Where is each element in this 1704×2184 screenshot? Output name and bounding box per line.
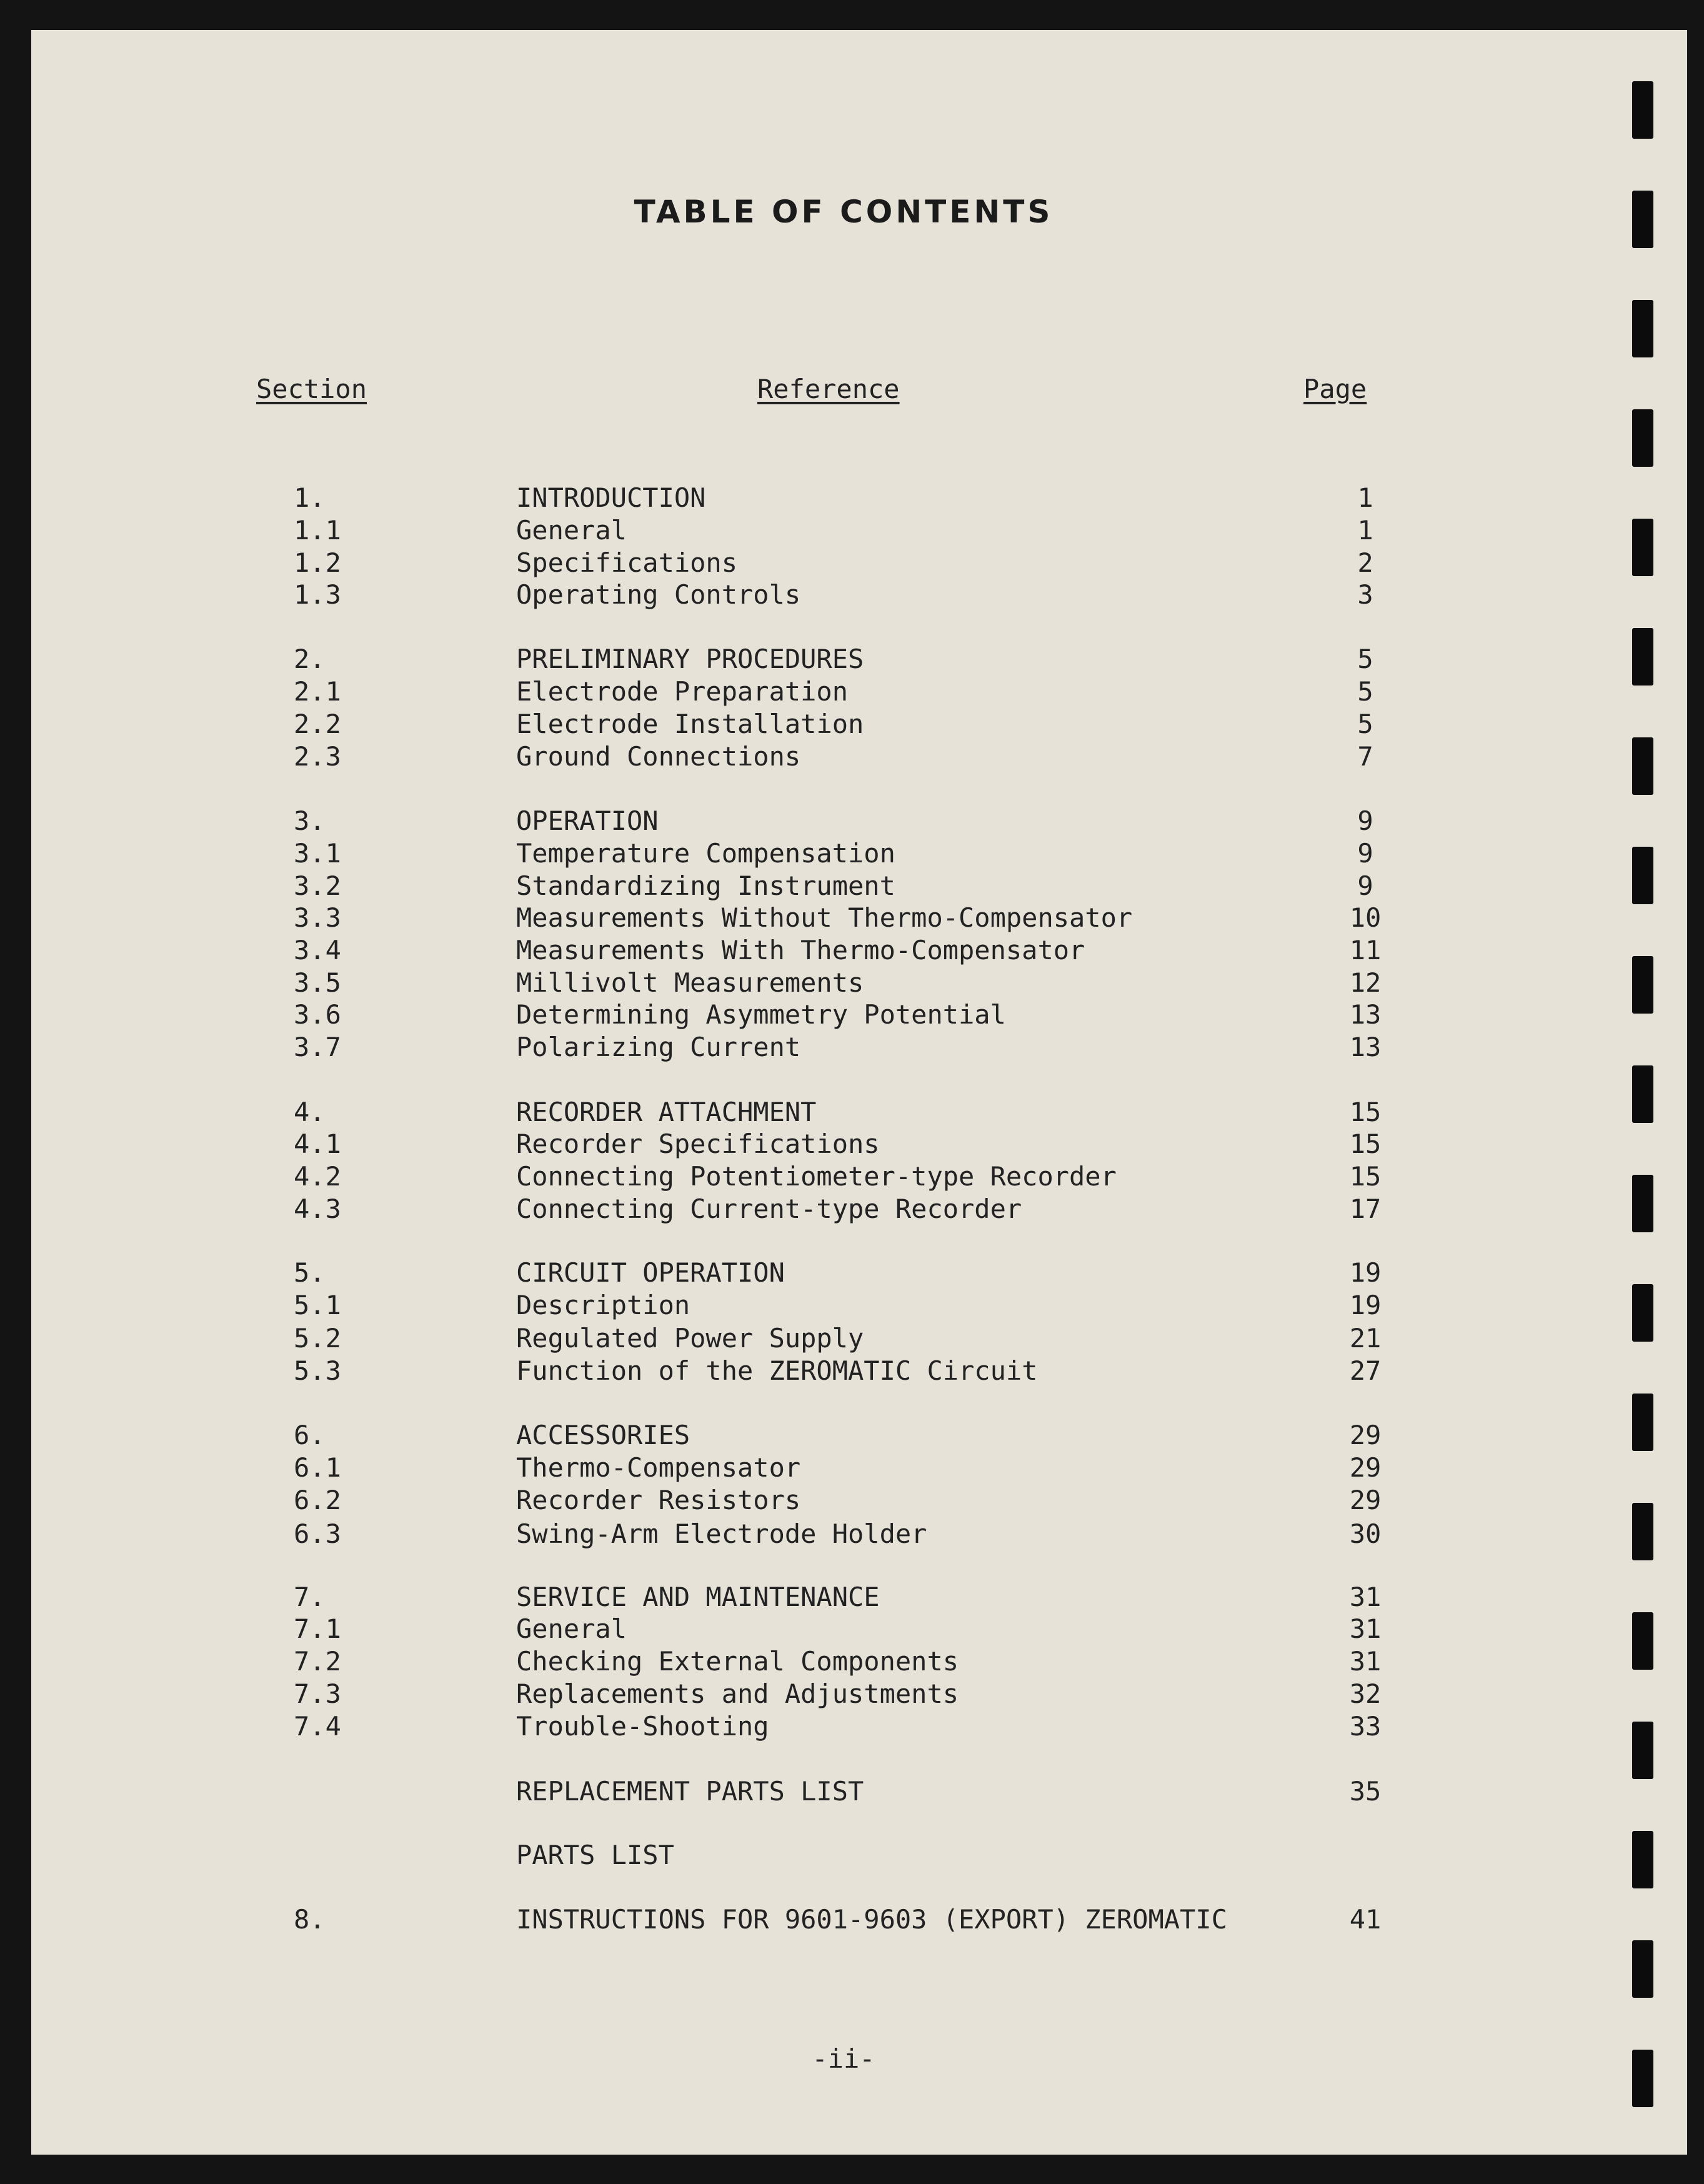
toc-reference: Operating Controls bbox=[516, 579, 801, 610]
binder-hole bbox=[1632, 300, 1653, 357]
toc-row bbox=[31, 514, 1687, 547]
toc-page-number: 15 bbox=[1349, 1097, 1382, 1127]
binder-hole bbox=[1632, 847, 1653, 904]
toc-reference: SERVICE AND MAINTENANCE bbox=[516, 1582, 880, 1612]
toc-reference: REPLACEMENT PARTS LIST bbox=[516, 1776, 864, 1807]
toc-page-number: 19 bbox=[1349, 1257, 1382, 1288]
toc-row bbox=[31, 708, 1687, 740]
toc-section-number: 6. bbox=[294, 1420, 326, 1450]
toc-page-number: 7 bbox=[1357, 741, 1373, 772]
toc-row bbox=[31, 1613, 1687, 1645]
toc-row bbox=[31, 1096, 1687, 1129]
toc-reference: OPERATION bbox=[516, 805, 659, 836]
toc-row bbox=[31, 999, 1687, 1031]
reference-column-header: Reference bbox=[757, 374, 900, 404]
toc-section-number: 2. bbox=[294, 644, 326, 674]
toc-reference: Thermo-Compensator bbox=[516, 1452, 801, 1483]
toc-row bbox=[31, 1355, 1687, 1387]
toc-row bbox=[31, 902, 1687, 934]
toc-section-number: 4.1 bbox=[294, 1129, 341, 1159]
binder-hole bbox=[1632, 1722, 1653, 1779]
toc-reference: Temperature Compensation bbox=[516, 838, 895, 869]
toc-reference: Electrode Installation bbox=[516, 709, 864, 739]
toc-reference: Measurements With Thermo-Compensator bbox=[516, 935, 1085, 965]
toc-page-number: 1 bbox=[1357, 515, 1373, 546]
toc-reference: Connecting Potentiometer-type Recorder bbox=[516, 1161, 1117, 1192]
toc-section-number: 3.7 bbox=[294, 1032, 341, 1062]
toc-section-number: 3.1 bbox=[294, 838, 341, 869]
toc-reference: General bbox=[516, 1613, 627, 1644]
binder-hole bbox=[1632, 1065, 1653, 1123]
toc-page-number: 5 bbox=[1357, 709, 1373, 739]
toc-row bbox=[31, 1419, 1687, 1452]
toc-row bbox=[31, 1452, 1687, 1484]
toc-row bbox=[31, 1160, 1687, 1193]
toc-reference: Regulated Power Supply bbox=[516, 1323, 864, 1354]
toc-section-number: 6.3 bbox=[294, 1518, 341, 1549]
toc-section-number: 3.4 bbox=[294, 935, 341, 965]
toc-section-number: 4.3 bbox=[294, 1194, 341, 1224]
toc-page-number: 15 bbox=[1349, 1129, 1382, 1159]
toc-page-number: 41 bbox=[1349, 1904, 1382, 1935]
toc-section-number: 6.1 bbox=[294, 1452, 341, 1483]
document-page bbox=[31, 30, 1687, 2155]
toc-page-number: 31 bbox=[1349, 1613, 1382, 1644]
toc-section-number: 2.3 bbox=[294, 741, 341, 772]
binder-hole bbox=[1632, 628, 1653, 686]
toc-page-number: 29 bbox=[1349, 1485, 1382, 1515]
toc-reference: Electrode Preparation bbox=[516, 676, 849, 707]
binder-hole bbox=[1632, 1831, 1653, 1888]
toc-reference: Swing-Arm Electrode Holder bbox=[516, 1518, 927, 1549]
toc-page-number: 17 bbox=[1349, 1194, 1382, 1224]
toc-section-number: 3.3 bbox=[294, 902, 341, 933]
toc-section-number: 1. bbox=[294, 482, 326, 513]
toc-page-number: 11 bbox=[1349, 935, 1382, 965]
toc-row bbox=[31, 1903, 1687, 1936]
binder-hole bbox=[1632, 2050, 1653, 2107]
toc-section-number: 5.1 bbox=[294, 1290, 341, 1320]
toc-reference: Connecting Current-type Recorder bbox=[516, 1194, 1022, 1224]
toc-section-number: 3. bbox=[294, 805, 326, 836]
toc-row bbox=[31, 1128, 1687, 1160]
binder-hole bbox=[1632, 191, 1653, 248]
toc-reference: PRELIMINARY PROCEDURES bbox=[516, 644, 864, 674]
toc-reference: Standardizing Instrument bbox=[516, 870, 895, 901]
page-title: TABLE OF CONTENTS bbox=[634, 194, 1054, 230]
page-number: -ii- bbox=[812, 2043, 875, 2074]
toc-reference: ACCESSORIES bbox=[516, 1420, 690, 1450]
toc-reference: INTRODUCTION bbox=[516, 482, 706, 513]
toc-section-number: 6.2 bbox=[294, 1485, 341, 1515]
binder-hole bbox=[1632, 1394, 1653, 1451]
toc-reference: Measurements Without Thermo-Compensator bbox=[516, 902, 1133, 933]
toc-section-number: 7. bbox=[294, 1582, 326, 1612]
toc-row bbox=[31, 1581, 1687, 1613]
toc-page-number: 9 bbox=[1357, 838, 1373, 869]
toc-reference: Recorder Resistors bbox=[516, 1485, 801, 1515]
toc-row bbox=[31, 1322, 1687, 1355]
toc-section-number: 5.2 bbox=[294, 1323, 341, 1354]
toc-page-number: 30 bbox=[1349, 1518, 1382, 1549]
toc-row bbox=[31, 676, 1687, 708]
toc-reference: Function of the ZEROMATIC Circuit bbox=[516, 1355, 1038, 1386]
toc-section-number: 7.4 bbox=[294, 1711, 341, 1742]
toc-section-number: 7.1 bbox=[294, 1613, 341, 1644]
toc-page-number: 21 bbox=[1349, 1323, 1382, 1354]
toc-page-number: 3 bbox=[1357, 579, 1373, 610]
binder-hole bbox=[1632, 737, 1653, 795]
toc-section-number: 3.2 bbox=[294, 870, 341, 901]
toc-reference: Specifications bbox=[516, 547, 738, 578]
binder-hole bbox=[1632, 1940, 1653, 1998]
toc-row bbox=[31, 1678, 1687, 1710]
toc-section-number: 2.2 bbox=[294, 709, 341, 739]
section-column-header: Section bbox=[256, 374, 367, 404]
toc-page-number: 12 bbox=[1349, 967, 1382, 998]
toc-page-number: 13 bbox=[1349, 1032, 1382, 1062]
toc-row bbox=[31, 482, 1687, 514]
binder-hole bbox=[1632, 81, 1653, 139]
toc-row bbox=[31, 1484, 1687, 1517]
toc-row bbox=[31, 1839, 1687, 1872]
toc-page-number: 33 bbox=[1349, 1711, 1382, 1742]
page-column-header: Page bbox=[1303, 374, 1367, 404]
toc-section-number: 1.2 bbox=[294, 547, 341, 578]
toc-page-number: 1 bbox=[1357, 482, 1373, 513]
binder-hole bbox=[1632, 519, 1653, 576]
toc-page-number: 27 bbox=[1349, 1355, 1382, 1386]
toc-section-number: 1.1 bbox=[294, 515, 341, 546]
toc-reference: Description bbox=[516, 1290, 690, 1320]
toc-reference: Recorder Specifications bbox=[516, 1129, 880, 1159]
toc-row bbox=[31, 1710, 1687, 1743]
toc-reference: Trouble-Shooting bbox=[516, 1711, 769, 1742]
toc-row bbox=[31, 547, 1687, 579]
toc-page-number: 31 bbox=[1349, 1582, 1382, 1612]
toc-reference: Replacements and Adjustments bbox=[516, 1678, 959, 1709]
toc-page-number: 9 bbox=[1357, 870, 1373, 901]
toc-section-number: 5. bbox=[294, 1257, 326, 1288]
toc-row bbox=[31, 1289, 1687, 1322]
binder-hole bbox=[1632, 1175, 1653, 1232]
binder-hole bbox=[1632, 1612, 1653, 1670]
binder-hole bbox=[1632, 1503, 1653, 1560]
toc-section-number: 7.3 bbox=[294, 1678, 341, 1709]
toc-row bbox=[31, 740, 1687, 773]
toc-section-number: 7.2 bbox=[294, 1646, 341, 1677]
binder-hole bbox=[1632, 956, 1653, 1014]
toc-page-number: 15 bbox=[1349, 1161, 1382, 1192]
toc-row bbox=[31, 805, 1687, 837]
toc-row bbox=[31, 1257, 1687, 1289]
toc-reference: Millivolt Measurements bbox=[516, 967, 864, 998]
toc-section-number: 5.3 bbox=[294, 1355, 341, 1386]
toc-section-number: 8. bbox=[294, 1904, 326, 1935]
toc-page-number: 2 bbox=[1357, 547, 1373, 578]
toc-page-number: 31 bbox=[1349, 1646, 1382, 1677]
binder-hole bbox=[1632, 1284, 1653, 1342]
toc-reference: PARTS LIST bbox=[516, 1840, 674, 1870]
toc-reference: RECORDER ATTACHMENT bbox=[516, 1097, 817, 1127]
toc-reference: General bbox=[516, 515, 627, 546]
toc-section-number: 4. bbox=[294, 1097, 326, 1127]
toc-page-number: 13 bbox=[1349, 999, 1382, 1030]
toc-row bbox=[31, 643, 1687, 676]
toc-reference: Checking External Components bbox=[516, 1646, 959, 1677]
toc-row bbox=[31, 579, 1687, 611]
toc-reference: CIRCUIT OPERATION bbox=[516, 1257, 785, 1288]
toc-row bbox=[31, 1775, 1687, 1808]
toc-row bbox=[31, 934, 1687, 967]
toc-page-number: 19 bbox=[1349, 1290, 1382, 1320]
toc-page-number: 10 bbox=[1349, 902, 1382, 933]
toc-reference: Polarizing Current bbox=[516, 1032, 801, 1062]
toc-reference: Ground Connections bbox=[516, 741, 801, 772]
toc-row bbox=[31, 1193, 1687, 1225]
toc-page-number: 5 bbox=[1357, 644, 1373, 674]
toc-row bbox=[31, 1518, 1687, 1550]
toc-page-number: 5 bbox=[1357, 676, 1373, 707]
toc-row bbox=[31, 870, 1687, 902]
toc-row bbox=[31, 1645, 1687, 1678]
toc-page-number: 35 bbox=[1349, 1776, 1382, 1807]
toc-page-number: 29 bbox=[1349, 1452, 1382, 1483]
toc-row bbox=[31, 837, 1687, 870]
toc-section-number: 2.1 bbox=[294, 676, 341, 707]
toc-reference: INSTRUCTIONS FOR 9601-9603 (EXPORT) ZEROMATIC bbox=[516, 1904, 1227, 1935]
toc-row bbox=[31, 967, 1687, 999]
toc-row bbox=[31, 1031, 1687, 1064]
toc-section-number: 3.6 bbox=[294, 999, 341, 1030]
toc-reference: Determining Asymmetry Potential bbox=[516, 999, 1006, 1030]
toc-page-number: 29 bbox=[1349, 1420, 1382, 1450]
toc-section-number: 4.2 bbox=[294, 1161, 341, 1192]
toc-section-number: 1.3 bbox=[294, 579, 341, 610]
binder-hole bbox=[1632, 409, 1653, 467]
toc-section-number: 3.5 bbox=[294, 967, 341, 998]
toc-page-number: 32 bbox=[1349, 1678, 1382, 1709]
toc-list bbox=[31, 30, 1687, 2155]
toc-page-number: 9 bbox=[1357, 805, 1373, 836]
